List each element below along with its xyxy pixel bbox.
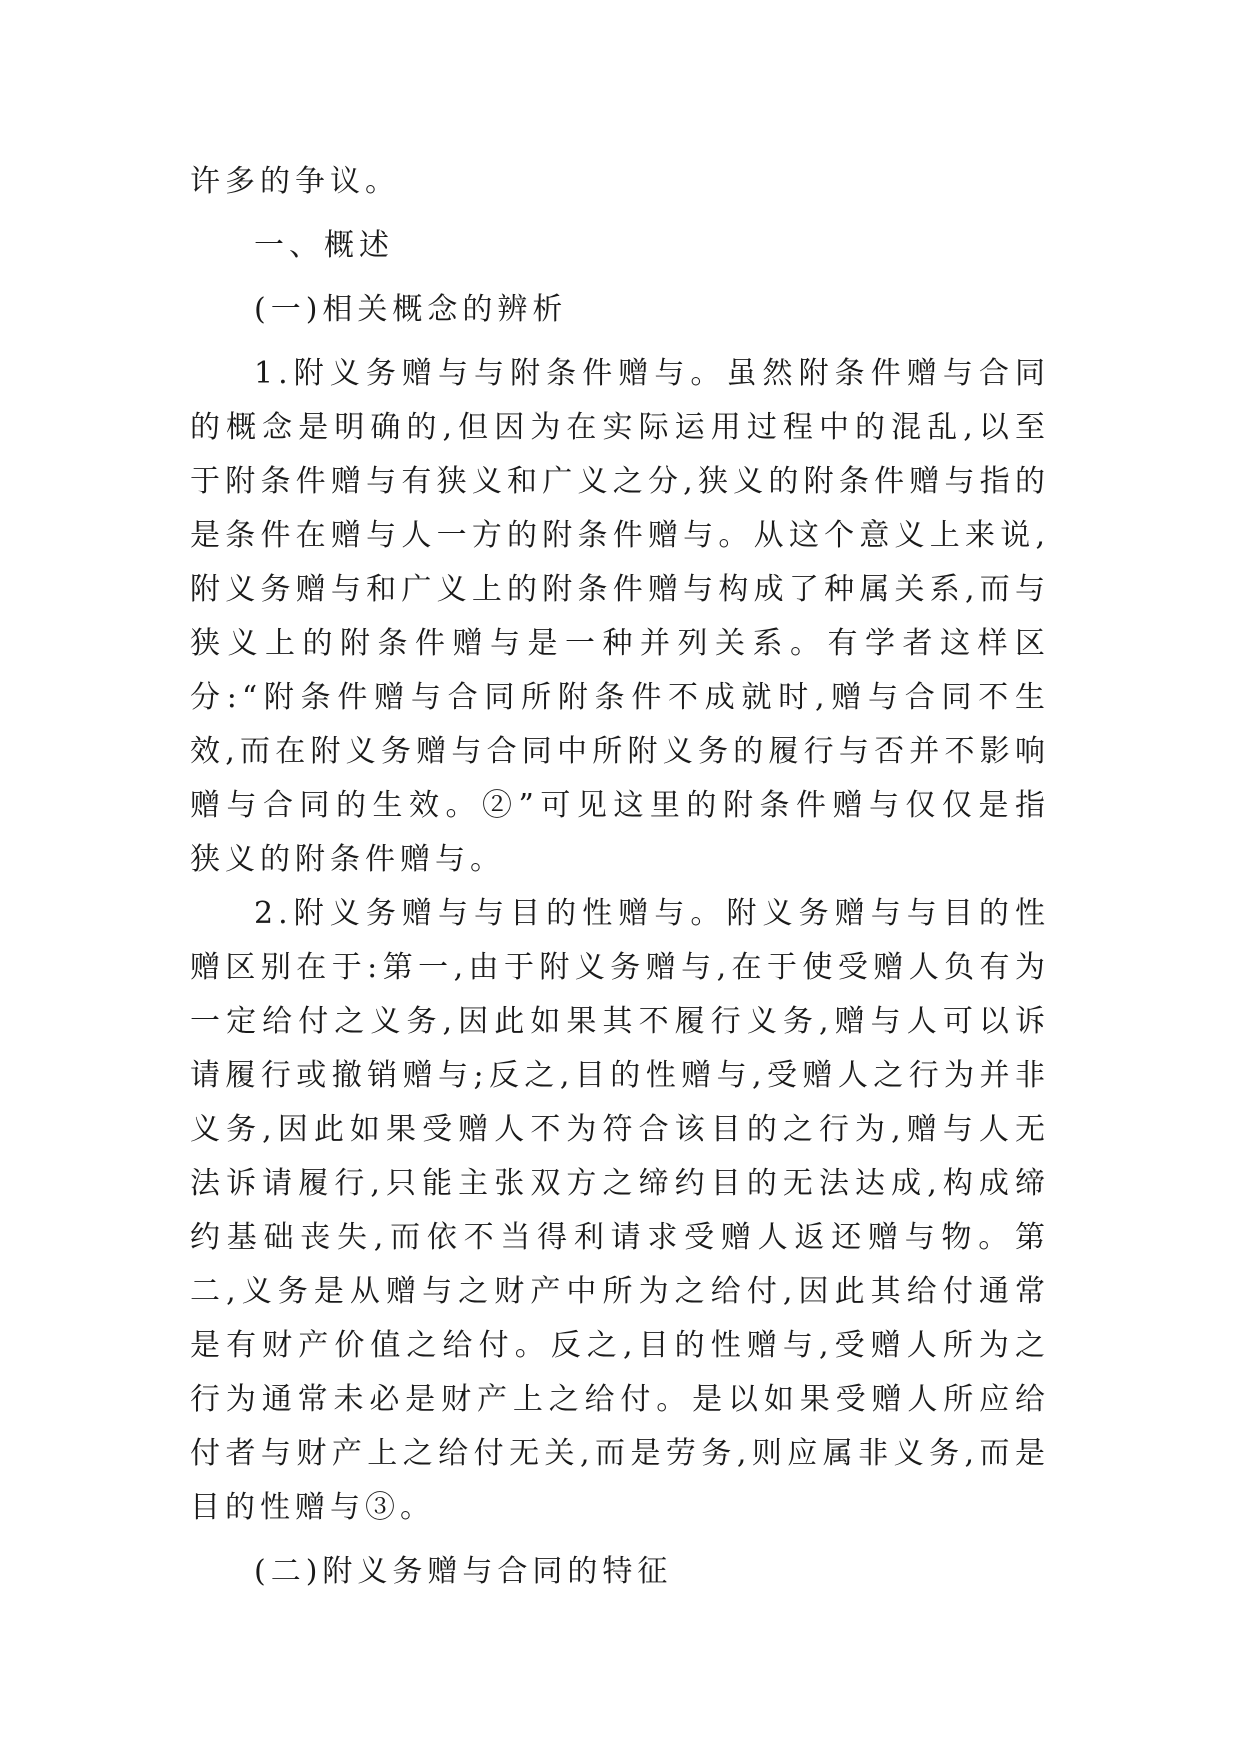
body-paragraph: 1.附义务赠与与附条件赠与。虽然附条件赠与合同的概念是明确的,但因为在实际运用过程中的混乱,以至于附条件赠与有狭义和广义之分,狭义的附条件赠与指的是条件在赠与人一方的附条件赠与。从这个意义上来说,附义务赠与和广义上的附条件赠与构成了种属关系,而与狭义上的附条件赠与是一种并列关系。有学者这样区分:“附条件赠与合同所附条件不成就时,赠与合同不生效,而在附义务赠与合同中所附义务的履行与否并不影响赠与合同的生效。②”可见这里的附条件赠与仅仅是指狭义的附条件赠与。 (190, 356, 1050, 877)
subsection-heading: (二)附义务赠与合同的特征 (254, 1554, 673, 1589)
document-body (190, 155, 1050, 1609)
body-paragraph: 2.附义务赠与与目的性赠与。附义务赠与与目的性赠区别在于:第一,由于附义务赠与,在于使受赠人负有为一定给付之义务,因此如果其不履行义务,赠与人可以诉请履行或撤销赠与;反之,目的性赠与,受赠人之行为并非义务,因此如果受赠人不为符合该目的之行为,赠与人无法诉请履行,只能主张双方之缔约目的无法达成,构成缔约基础丧失,而依不当得利请求受赠人返还赠与物。第二,义务是从赠与之财产中所为之给付,因此其给付通常是有财产价值之给付。反之,目的性赠与,受赠人所为之行为通常未必是财产上之给付。是以如果受赠人所应给付者与财产上之给付无关,而是劳务,则应属非义务,而是目的性赠与③。 (190, 896, 1050, 1525)
paragraph-continuation: 许多的争议。 (190, 164, 400, 199)
section-heading: 一、概述 (254, 228, 394, 263)
subsection-heading: (一)相关概念的辨析 (254, 292, 568, 327)
